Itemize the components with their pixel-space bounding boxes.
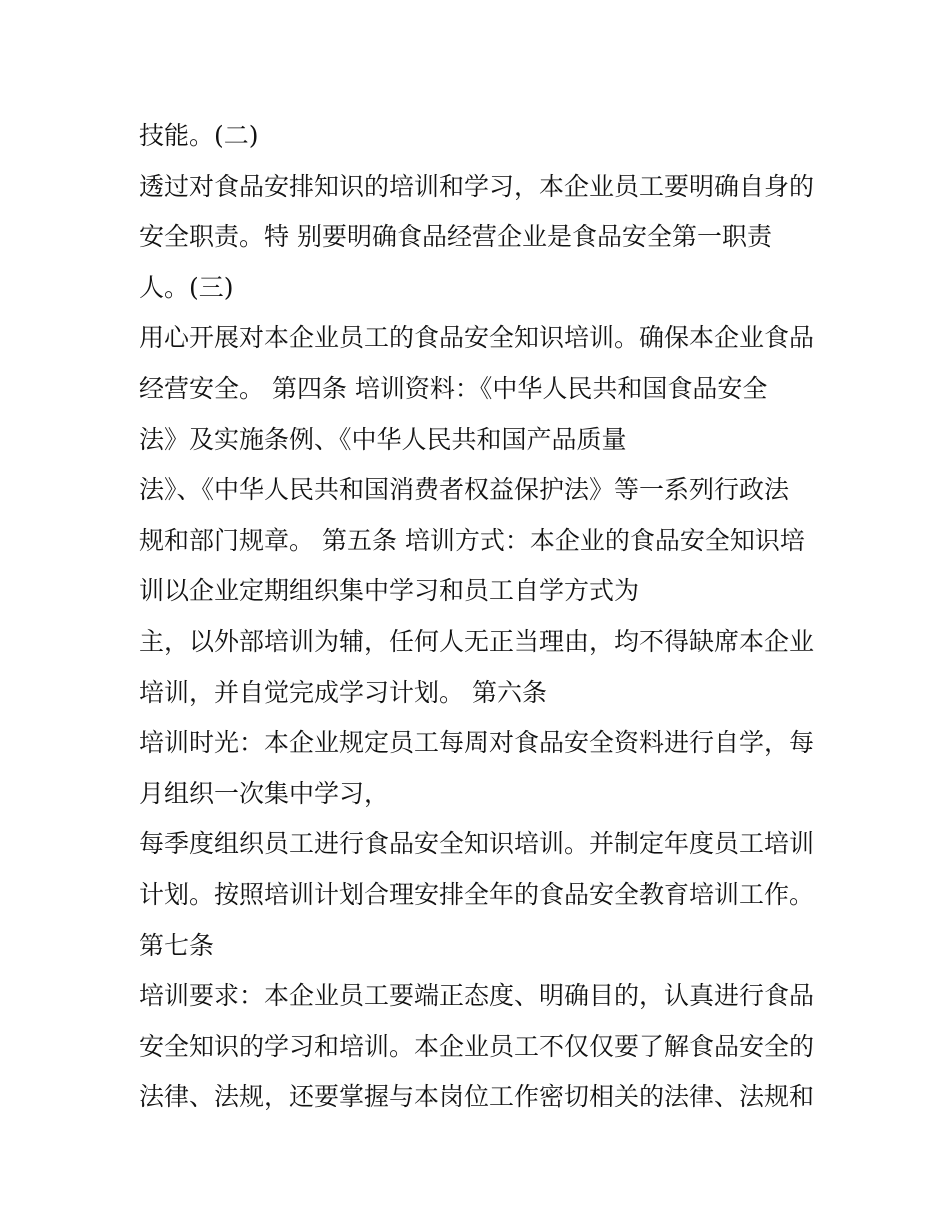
text-line: 安全职责。特 别要明确食品经营企业是食品安全第一职责 [139, 222, 772, 252]
text-line: 用心开展对本企业员工的食品安全知识培训。确保本企业食品 [139, 323, 815, 353]
text-line: 法》及实施条例、《中华人民共和国产品质量 [139, 424, 627, 454]
text-line: 第七条 [139, 930, 215, 960]
text-line: 每季度组织员工进行食品安全知识培训。并制定年度员工培训 [139, 829, 815, 859]
text-line: 培训时光：本企业规定员工每周对食品安全资料进行自学，每 [139, 728, 815, 758]
text-line: 法》、《中华人民共和国消费者权益保护法》等一系列行政法 [139, 475, 790, 505]
text-line: 训以企业定期组织集中学习和员工自学方式为 [139, 576, 640, 606]
text-line: 法律、法规，还要掌握与本岗位工作密切相关的法律、法规和 [139, 1082, 815, 1112]
text-line: 月组织一次集中学习， [139, 778, 390, 808]
text-line: 经营安全。 第四条 培训资料：《中华人民共和国食品安全 [139, 373, 768, 403]
document-body [139, 111, 819, 1123]
text-line: 技能。(二) [139, 121, 259, 150]
text-line: 人。(三) [139, 272, 234, 302]
text-line: 培训要求：本企业员工要端正态度、明确目的，认真进行食品 [139, 981, 815, 1011]
text-line: 透过对食品安排知识的培训和学习，本企业员工要明确自身的 [139, 171, 815, 201]
text-line: 安全知识的学习和培训。本企业员工不仅仅要了解食品安全的 [139, 1031, 815, 1061]
text-line: 规和部门规章。 第五条 培训方式：本企业的食品安全知识培 [139, 525, 805, 555]
text-line: 计划。按照培训计划合理安排全年的食品安全教育培训工作。 [139, 879, 815, 909]
text-line: 主，以外部培训为辅，任何人无正当理由，均不得缺席本企业 [139, 626, 815, 656]
text-line: 培训，并自觉完成学习计划。 第六条 [139, 677, 547, 707]
